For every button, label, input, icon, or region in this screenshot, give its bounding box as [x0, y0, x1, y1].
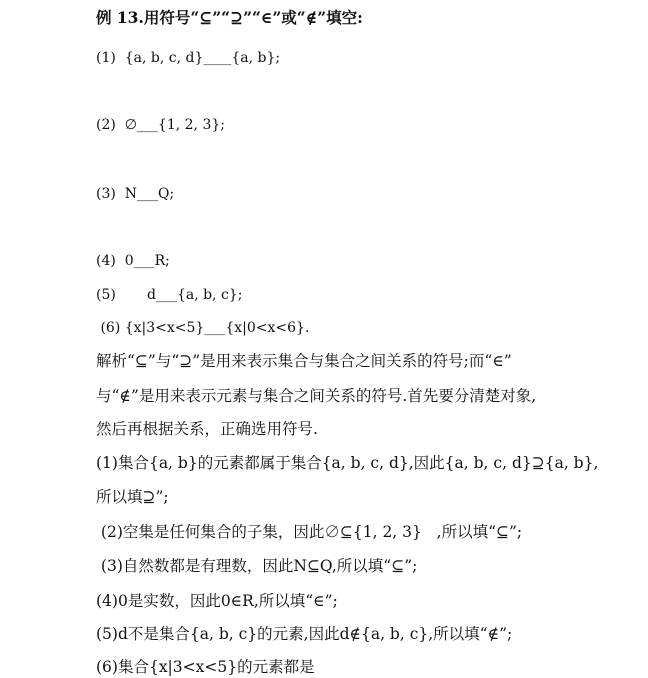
solution-1-line-2: 所以填⊇”;: [96, 488, 169, 506]
exercise-6: (6) {x|3<x<5}___{x|0<x<6}.: [96, 320, 310, 336]
solution-2: (2)空集是任何集合的子集，因此∅⊆{1, 2, 3} ,所以填“⊆”;: [96, 523, 523, 541]
example-title: 例 13.用符号“⊆”“⊇”“∈”或“∉”填空:: [96, 8, 363, 27]
solution-6: (6)集合{x|3<x<5}的元素都是: [96, 658, 315, 676]
solution-3: (3)自然数都是有理数，因此N⊆Q,所以填“⊆”;: [96, 557, 418, 575]
exercise-2: (2) ∅___{1, 2, 3};: [96, 117, 225, 133]
exercise-3: (3) N___Q;: [96, 186, 175, 202]
exercise-1: (1) {a, b, c, d}____{a, b};: [96, 50, 281, 66]
analysis-line-1: 解析“⊆”与“⊇”是用来表示集合与集合之间关系的符号;而“∈”: [96, 352, 512, 370]
solution-4: (4)0是实数，因此0∈R,所以填“∈”;: [96, 592, 338, 610]
analysis-line-2: 与“∉”是用来表示元素与集合之间关系的符号.首先要分清楚对象,: [96, 387, 537, 405]
solution-5: (5)d不是集合{a, b, c}的元素,因此d∉{a, b, c},所以填“∉”;: [96, 625, 513, 643]
exercise-5: (5) d___{a, b, c};: [96, 287, 243, 303]
solution-1-line-1: (1)集合{a, b}的元素都属于集合{a, b, c, d},因此{a, b, c, d}⊇{a, b},: [96, 454, 599, 472]
analysis-line-3: 然后再根据关系，正确选用符号.: [96, 420, 318, 438]
exercise-4: (4) 0___R;: [96, 253, 170, 269]
